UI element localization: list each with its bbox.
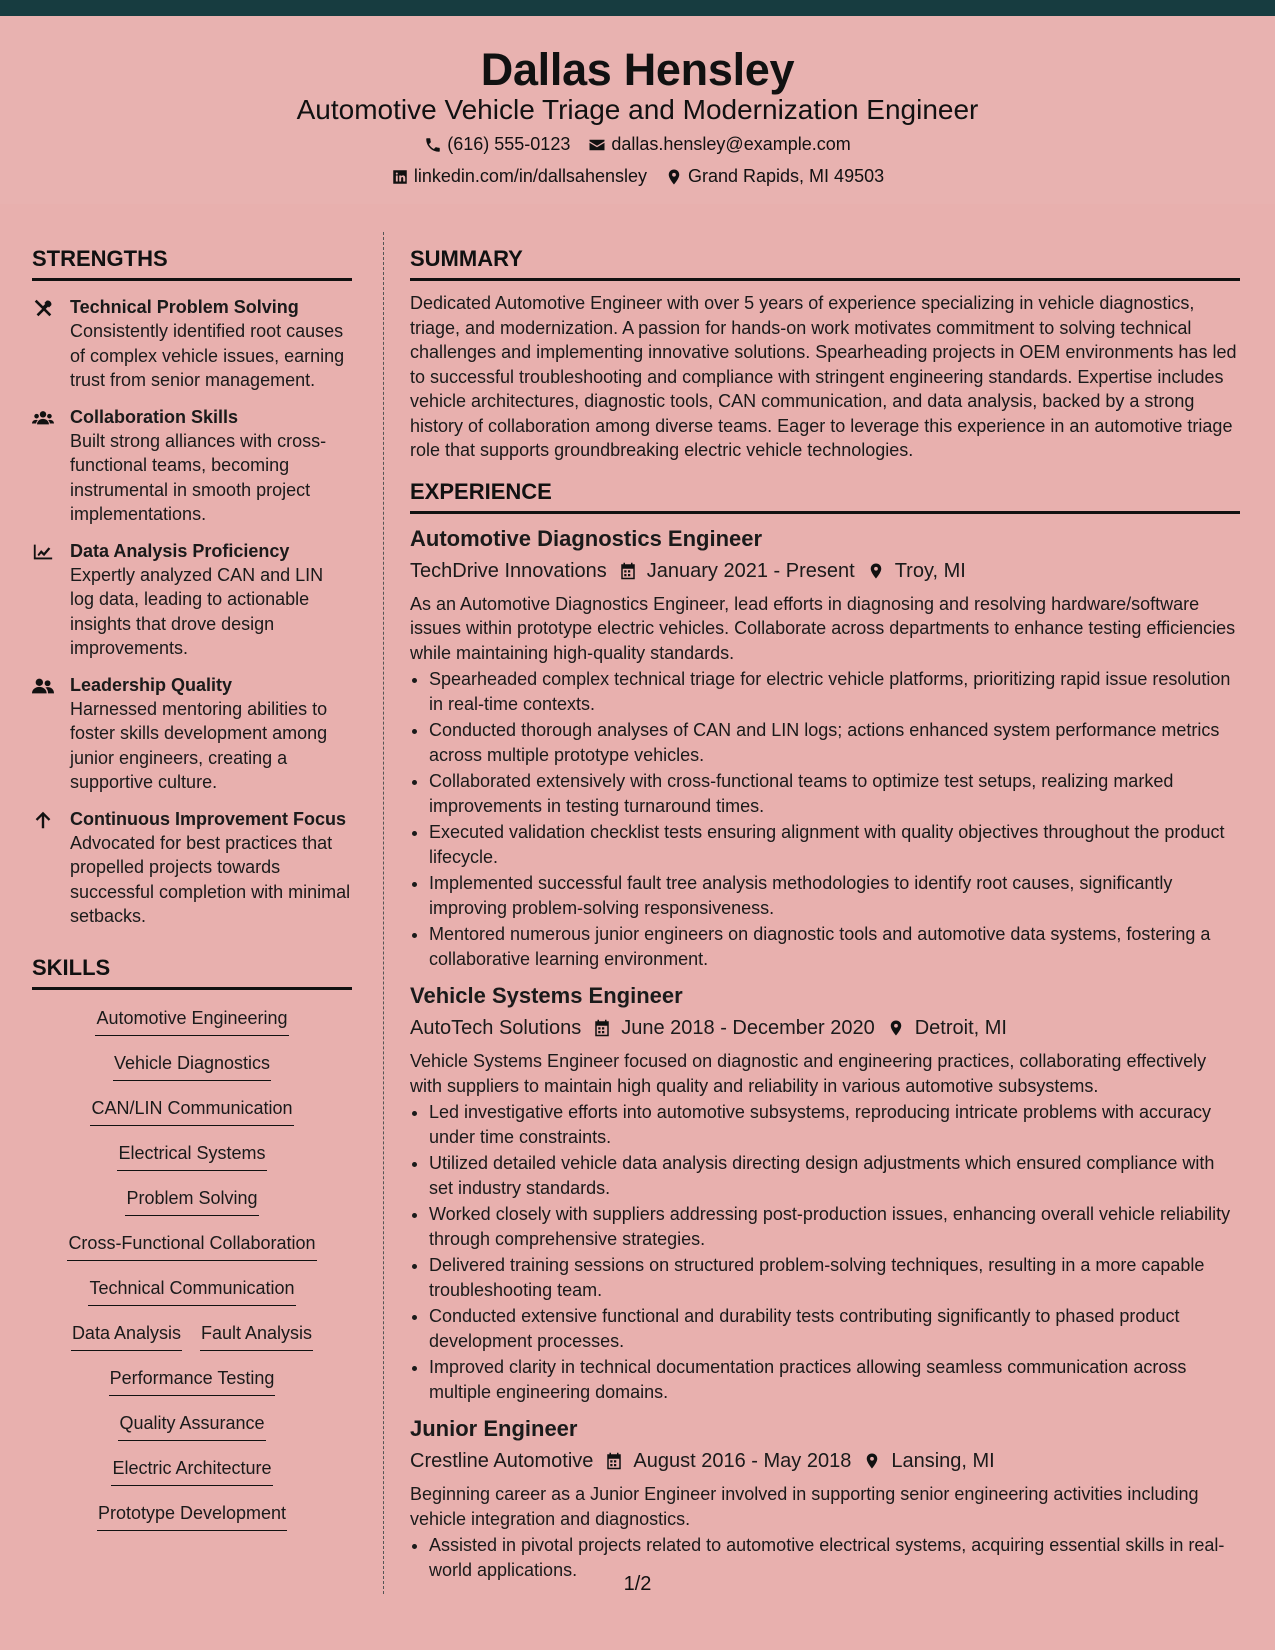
linkedin-contact[interactable]: [391, 166, 647, 187]
job-description: As an Automotive Diagnostics Engineer, lead efforts in diagnosing and resolving hardware/software issues within prototype electric vehicles. Collaborate across departments to enhance testing efficiencies while maintaining high-quality standards.: [410, 593, 1236, 663]
strengths-heading: STRENGTHS: [32, 246, 352, 281]
job-description: Beginning career as a Junior Engineer involved in supporting senior engineering activities including vehicle integration and diagnostics.: [410, 1484, 1199, 1529]
user-friends-icon: [32, 675, 54, 697]
job-company: Crestline Automotive: [410, 1450, 594, 1472]
left-column: [32, 246, 352, 1544]
job-dates: June 2018 - December 2020: [621, 1017, 875, 1039]
skills-heading: SKILLS: [32, 955, 352, 990]
job-bullet: • Implemented successful fault tree analysis methodologies to identify root causes, significantly improving problem-solving responsiveness.: [429, 871, 1240, 920]
skill-tag: Cross-Functional Collaboration: [67, 1229, 316, 1261]
job-bullet: • Utilized detailed vehicle data analysis directing design adjustments which ensured compliance with set industry standards.: [429, 1151, 1240, 1200]
job-bullet: • Assisted in pivotal projects related to automotive electrical systems, acquiring essential skills in real-world applications.: [429, 1533, 1240, 1582]
job-location: Detroit, MI: [914, 1017, 1007, 1039]
strength-item: [32, 539, 352, 661]
skill-tag: Electric Architecture: [111, 1454, 272, 1486]
summary-text: Dedicated Automotive Engineer with over 5 years of experience specializing in vehicle diagnostics, triage, and modernization. A passion for hands-on work motivates commitment to solving technical challenges and implementing innovative solutions. Spearheading projects in OEM environments has led to successful troubleshooting and compliance with stringent engineering standards. Expertise includes vehicle architectures, diagnostic tools, CAN communication, and data analysis, backed by a strong history of collaboration among diverse teams. Eager to leverage this experience in an automotive triage role that supports groundbreaking electric vehicle technologies.: [410, 293, 1237, 460]
column-divider: [383, 232, 384, 1594]
job-meta: [410, 556, 1240, 586]
strength-title: Leadership Quality: [70, 674, 233, 695]
job-entry: [410, 1414, 1240, 1582]
email-contact[interactable]: [588, 134, 850, 155]
resume-header: [0, 16, 1275, 204]
job-bullet: • Improved clarity in technical documentation practices allowing seamless communication across multiple engineering domains.: [429, 1355, 1240, 1404]
job-meta: [410, 1446, 1240, 1476]
job-title: Junior Engineer: [410, 1416, 578, 1441]
map-marker-icon: [665, 168, 683, 186]
tools-icon: [32, 297, 54, 319]
arrow-up-icon: [32, 809, 54, 831]
phone-icon: [424, 136, 442, 154]
strength-item: [32, 405, 352, 527]
calendar-icon: [593, 1018, 611, 1038]
strength-title: Collaboration Skills: [70, 406, 239, 427]
job-title: Vehicle Systems Engineer: [410, 983, 683, 1008]
strengths-list: [32, 295, 352, 929]
job-company: AutoTech Solutions: [410, 1017, 582, 1039]
phone-text: (616) 555-0123: [447, 134, 571, 154]
job-bullet: • Collaborated extensively with cross-functional teams to optimize test setups, realizing marked improvements in testing turnaround times.: [429, 769, 1240, 818]
map-marker-icon: [887, 1018, 905, 1038]
skills-list: [32, 1004, 352, 1544]
summary-heading: SUMMARY: [410, 246, 1240, 281]
chart-line-icon: [32, 541, 54, 563]
skill-tag: Performance Testing: [109, 1364, 276, 1396]
top-accent-bar: [0, 0, 1275, 16]
email-text: dallas.hensley@example.com: [611, 134, 851, 154]
skill-tag: Automotive Engineering: [95, 1004, 288, 1036]
contact-line-1: [0, 134, 1275, 155]
job-entry: [410, 981, 1240, 1404]
job-location: Lansing, MI: [891, 1450, 995, 1472]
linkedin-icon: [391, 168, 409, 186]
job-bullet: • Spearheaded complex technical triage for electric vehicle platforms, prioritizing rapid issue resolution in real-time contexts.: [429, 667, 1240, 716]
strength-desc: Consistently identified root causes of complex vehicle issues, earning trust from senior management.: [70, 321, 345, 390]
skill-tag: Quality Assurance: [118, 1409, 265, 1441]
location-text: Grand Rapids, MI 49503: [688, 166, 885, 186]
candidate-name: Dallas Hensley: [480, 44, 795, 95]
job-bullet: • Delivered training sessions on structured problem-solving techniques, resulting in a more capable troubleshooting team.: [429, 1253, 1240, 1302]
skill-tag: Fault Analysis: [200, 1319, 313, 1351]
candidate-title: Automotive Vehicle Triage and Modernization Engineer: [296, 94, 979, 125]
job-dates: August 2016 - May 2018: [633, 1450, 852, 1472]
experience-heading: EXPERIENCE: [410, 479, 1240, 514]
phone-contact[interactable]: [424, 134, 570, 155]
strength-title: Technical Problem Solving: [70, 297, 299, 317]
job-description: Vehicle Systems Engineer focused on diagnostic and engineering practices, collaborating effectively with suppliers to maintain high quality and reliability in various automotive subsystems.: [410, 1051, 1207, 1096]
job-bullet: • Worked closely with suppliers addressing post-production issues, enhancing overall vehicle reliability through comprehensive strategies.: [429, 1202, 1240, 1251]
strength-desc: Expertly analyzed CAN and LIN log data, leading to actionable insights that drove design improvements.: [70, 564, 324, 658]
skill-tag: Technical Communication: [88, 1274, 295, 1306]
calendar-icon: [619, 561, 637, 581]
location-contact: [665, 166, 884, 187]
strength-desc: Built strong alliances with cross-functional teams, becoming instrumental in smooth project implementations.: [70, 430, 327, 524]
map-marker-icon: [863, 1451, 881, 1471]
skill-tag: CAN/LIN Communication: [90, 1094, 293, 1126]
strength-item: [32, 673, 352, 795]
strength-title: Continuous Improvement Focus: [70, 808, 347, 829]
strength-desc: Advocated for best practices that propelled projects towards successful completion with minimal setbacks.: [70, 832, 351, 926]
strength-title: Data Analysis Proficiency: [70, 540, 290, 561]
linkedin-text: linkedin.com/in/dallsahensley: [413, 166, 647, 186]
contact-line-2: [0, 166, 1275, 187]
right-column: [410, 246, 1240, 1584]
users-icon: [32, 407, 54, 429]
job-company: TechDrive Innovations: [410, 559, 607, 582]
job-bullets: [410, 1100, 1240, 1404]
job-bullet: • Conducted extensive functional and durability tests contributing significantly to phased product development processes.: [429, 1304, 1240, 1353]
job-bullet: • Executed validation checklist tests ensuring alignment with quality objectives throughout the product lifecycle.: [429, 820, 1240, 869]
job-location: Troy, MI: [894, 559, 966, 582]
job-title: Automotive Diagnostics Engineer: [410, 525, 763, 551]
page-number: 1/2: [623, 1573, 652, 1595]
strength-desc: Harnessed mentoring abilities to foster skills development among junior engineers, creating a supportive culture.: [70, 698, 328, 792]
skill-tag: Vehicle Diagnostics: [113, 1049, 271, 1081]
job-bullet: • Mentored numerous junior engineers on diagnostic tools and automotive data systems, fostering a collaborative learning environment.: [429, 922, 1240, 971]
job-entry: [410, 524, 1240, 972]
skill-tag: Prototype Development: [97, 1499, 287, 1531]
strength-item: [32, 295, 352, 393]
job-meta: [410, 1013, 1240, 1043]
map-marker-icon: [867, 561, 885, 581]
job-bullet: • Conducted thorough analyses of CAN and LIN logs; actions enhanced system performance metrics across multiple prototype vehicles.: [429, 718, 1240, 767]
job-bullet: • Led investigative efforts into automotive subsystems, reproducing intricate problems with accuracy under time constraints.: [429, 1100, 1240, 1149]
skill-tag: Electrical Systems: [117, 1139, 266, 1171]
job-dates: January 2021 - Present: [646, 559, 855, 582]
job-bullets: [410, 667, 1240, 971]
skill-tag: Data Analysis: [71, 1319, 182, 1351]
skill-tag: Problem Solving: [125, 1184, 258, 1216]
strength-item: [32, 807, 352, 929]
calendar-icon: [605, 1451, 623, 1471]
envelope-icon: [588, 136, 606, 154]
